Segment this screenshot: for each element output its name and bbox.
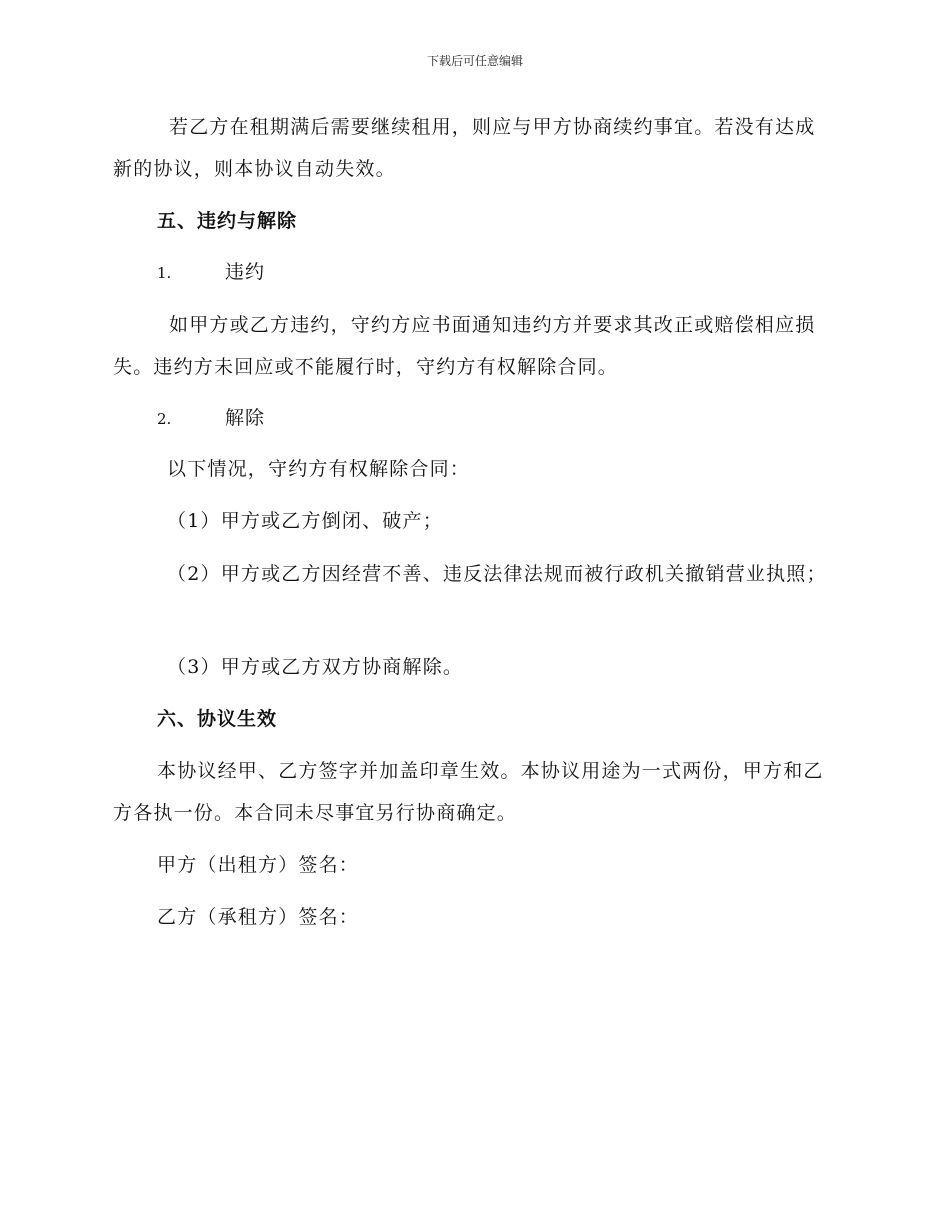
renewal-paragraph: 若乙方在租期满后需要继续租用，则应与甲方协商续约事宜。若没有达成新的协议，则本协议自动失效。: [113, 116, 816, 180]
page-header: 下载后可任意编辑: [426, 54, 523, 68]
item-termination-number: 2.: [157, 410, 172, 428]
termination-intro: 以下情况，守约方有权解除合同：: [167, 458, 471, 480]
termination-case-1: （1）甲方或乙方倒闭、破产；: [167, 510, 443, 532]
breach-paragraph: 如甲方或乙方违约，守约方应书面通知违约方并要求其改正或赔偿相应损失。违约方未回应或不能履行时，守约方有权解除合同。: [113, 314, 816, 378]
item-termination-label: 解除: [225, 407, 266, 429]
item-breach-number: 1.: [157, 264, 172, 282]
item-breach: [157, 258, 265, 287]
item-termination: [157, 404, 265, 433]
item-breach-label: 违约: [225, 261, 266, 283]
effect-paragraph: 本协议经甲、乙方签字并加盖印章生效。本协议用途为一式两份，甲方和乙方各执一份。本合同未尽事宜另行协商确定。: [113, 760, 824, 824]
section-5-heading: 五、违约与解除: [157, 210, 298, 232]
termination-case-2: （2）甲方或乙方因经营不善、违反法律法规而被行政机关撤销营业执照；: [167, 563, 827, 585]
signature-party-b: 乙方（承租方）签名：: [157, 906, 360, 928]
section-6-heading: 六、协议生效: [157, 708, 278, 730]
termination-case-3: （3）甲方或乙方双方协商解除。: [167, 656, 464, 678]
signature-party-a: 甲方（出租方）签名：: [157, 854, 360, 876]
